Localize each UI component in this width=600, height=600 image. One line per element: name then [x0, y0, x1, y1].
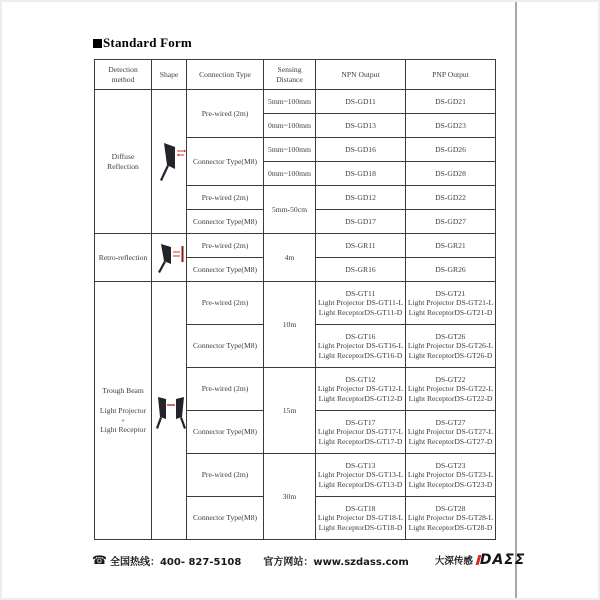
- npn-model-cell: DS-GR11: [316, 234, 406, 258]
- model-main: DS-GT17: [345, 417, 376, 427]
- pnp-model-cell: DS-GR26: [406, 258, 496, 282]
- npn-model-cell: DS-GD12: [316, 186, 406, 210]
- pnp-model-cell: DS-GD27: [406, 210, 496, 234]
- pnp-model-cell: [406, 497, 496, 540]
- model-main: DS-GT28: [435, 503, 466, 513]
- model-projector: Light Projector DS-GT13-L: [317, 470, 404, 480]
- pnp-model-cell: [406, 411, 496, 454]
- model-main: DS-GT11: [345, 288, 376, 298]
- model-projector: Light Projector DS-GT26-L: [407, 341, 494, 351]
- col-header-shape: Shape: [152, 60, 187, 90]
- npn-model-cell: [316, 497, 406, 540]
- connection-type-cell: Pre-wired (2m): [187, 282, 264, 325]
- model-main: DS-GT26: [435, 331, 466, 341]
- col-header-connection-type: Connection Type: [187, 60, 264, 90]
- sensing-distance-cell: 5mm~100mm: [264, 90, 316, 114]
- standard-form-table: [94, 59, 496, 540]
- sensing-distance-cell: 0mm~100mm: [264, 114, 316, 138]
- retro-reflection-sensor-icon: [153, 240, 187, 276]
- connection-type-cell: Pre-wired (2m): [187, 454, 264, 497]
- pnp-model-cell: DS-GD22: [406, 186, 496, 210]
- pnp-model-cell: [406, 454, 496, 497]
- sensing-distance-cell: 30m: [264, 454, 316, 540]
- npn-model-cell: [316, 325, 406, 368]
- sensing-distance-cell: 10m: [264, 282, 316, 368]
- connection-type-cell: Connector Type(M8): [187, 258, 264, 282]
- method-line: Light Receptor: [100, 425, 146, 435]
- sensing-distance-cell: 4m: [264, 234, 316, 282]
- connection-type-cell: Connector Type(M8): [187, 138, 264, 186]
- model-main: DS-GT23: [435, 460, 466, 470]
- col-header-detection-method: Detection method: [95, 60, 152, 90]
- model-receptor: Light ReceptorDS-GT22-D: [408, 393, 493, 403]
- website-text: 官方网站：www.szdass.com: [263, 556, 409, 568]
- npn-model-cell: [316, 282, 406, 325]
- pnp-model-cell: [406, 368, 496, 411]
- table-row: [95, 234, 496, 258]
- section-title: [93, 35, 192, 51]
- model-main: DS-GT27: [435, 417, 466, 427]
- connection-type-cell: Pre-wired (2m): [187, 368, 264, 411]
- table-row: [95, 90, 496, 114]
- model-main: DS-GT13: [345, 460, 376, 470]
- model-receptor: Light ReceptorDS-GT18-D: [318, 522, 403, 532]
- pnp-model-cell: DS-GR21: [406, 234, 496, 258]
- npn-model-cell: [316, 368, 406, 411]
- method-line: Trough Beam: [102, 385, 144, 395]
- pnp-model-cell: DS-GD21: [406, 90, 496, 114]
- model-projector: Light Projector DS-GT16-L: [317, 341, 404, 351]
- model-receptor: Light ReceptorDS-GT11-D: [318, 307, 403, 317]
- model-main: DS-GT22: [435, 374, 466, 384]
- npn-model-cell: DS-GD18: [316, 162, 406, 186]
- model-main: DS-GT16: [345, 331, 376, 341]
- method-line: +: [120, 415, 126, 425]
- connection-type-cell: Connector Type(M8): [187, 497, 264, 540]
- connection-type-cell: Connector Type(M8): [187, 210, 264, 234]
- pnp-model-cell: DS-GD28: [406, 162, 496, 186]
- connection-type-cell: Pre-wired (2m): [187, 234, 264, 258]
- npn-model-cell: DS-GD11: [316, 90, 406, 114]
- model-main: DS-GT21: [435, 288, 466, 298]
- method-line: Light Projector: [99, 405, 147, 415]
- model-projector: Light Projector DS-GT23-L: [407, 470, 494, 480]
- sensing-distance-cell: 0mm~100mm: [264, 162, 316, 186]
- model-projector: Light Projector DS-GT27-L: [407, 427, 494, 437]
- model-main: DS-GT12: [345, 374, 376, 384]
- brand-name-english: DAΣΣ: [479, 552, 526, 568]
- model-projector: Light Projector DS-GT21-L: [407, 298, 494, 308]
- shape-cell-through: [152, 282, 187, 540]
- sensing-distance-cell: 15m: [264, 368, 316, 454]
- model-projector: Light Projector DS-GT17-L: [317, 427, 404, 437]
- pnp-model-cell: DS-GD26: [406, 138, 496, 162]
- phone-icon: ☎: [92, 553, 107, 567]
- model-receptor: Light ReceptorDS-GT26-D: [408, 350, 493, 360]
- hotline-text: 全国热线：400- 827-5108: [109, 556, 242, 568]
- model-projector: Light Projector DS-GT12-L: [317, 384, 404, 394]
- model-projector: Light Projector DS-GT18-L: [317, 513, 404, 523]
- pnp-model-cell: [406, 282, 496, 325]
- model-receptor: Light ReceptorDS-GT13-D: [318, 479, 403, 489]
- section-marker-icon: [93, 39, 102, 48]
- brand-logo: [435, 552, 526, 568]
- model-receptor: Light ReceptorDS-GT21-D: [408, 307, 493, 317]
- page-edge-line: [515, 2, 517, 600]
- brand-name-chinese: 大深传感: [434, 556, 473, 567]
- npn-model-cell: [316, 454, 406, 497]
- model-receptor: Light ReceptorDS-GT27-D: [408, 436, 493, 446]
- shape-cell-diffuse: [152, 90, 187, 234]
- pnp-model-cell: [406, 325, 496, 368]
- page-footer: [92, 550, 526, 570]
- method-cell-retro: Retro-reflection: [95, 234, 152, 282]
- connection-type-cell: Connector Type(M8): [187, 411, 264, 454]
- method-cell-diffuse: Diffuse Reflection: [95, 90, 152, 234]
- table-row: [95, 282, 496, 325]
- npn-model-cell: DS-GD16: [316, 138, 406, 162]
- model-receptor: Light ReceptorDS-GT16-D: [318, 350, 403, 360]
- col-header-npn-output: NPN Output: [316, 60, 406, 90]
- method-cell-through: [95, 282, 152, 540]
- sensing-distance-cell: 5mm~100mm: [264, 138, 316, 162]
- brand-logo-dass: [476, 552, 526, 568]
- col-header-sensing-distance: Sensing Distance: [264, 60, 316, 90]
- connection-type-cell: Pre-wired (2m): [187, 90, 264, 138]
- model-main: DS-GT18: [345, 503, 376, 513]
- model-projector: Light Projector DS-GT11-L: [318, 298, 403, 308]
- npn-model-cell: DS-GR16: [316, 258, 406, 282]
- model-receptor: Light ReceptorDS-GT23-D: [408, 479, 493, 489]
- shape-cell-retro: [152, 234, 187, 282]
- npn-model-cell: DS-GD13: [316, 114, 406, 138]
- sensing-distance-cell: 5mm-50cm: [264, 186, 316, 234]
- model-projector: Light Projector DS-GT28-L: [407, 513, 494, 523]
- connection-type-cell: Pre-wired (2m): [187, 186, 264, 210]
- model-projector: Light Projector DS-GT22-L: [407, 384, 494, 394]
- connection-type-cell: Connector Type(M8): [187, 325, 264, 368]
- model-receptor: Light ReceptorDS-GT28-D: [408, 522, 493, 532]
- table-header-row: [95, 60, 496, 90]
- col-header-pnp-output: PNP Output: [406, 60, 496, 90]
- diffuse-reflection-sensor-icon: [153, 138, 187, 186]
- pnp-model-cell: DS-GD23: [406, 114, 496, 138]
- npn-model-cell: DS-GD17: [316, 210, 406, 234]
- model-receptor: Light ReceptorDS-GT12-D: [318, 393, 403, 403]
- model-receptor: Light ReceptorDS-GT17-D: [318, 436, 403, 446]
- npn-model-cell: [316, 411, 406, 454]
- through-beam-sensor-pair-icon: [153, 389, 187, 433]
- section-title-text: Standard Form: [103, 35, 192, 50]
